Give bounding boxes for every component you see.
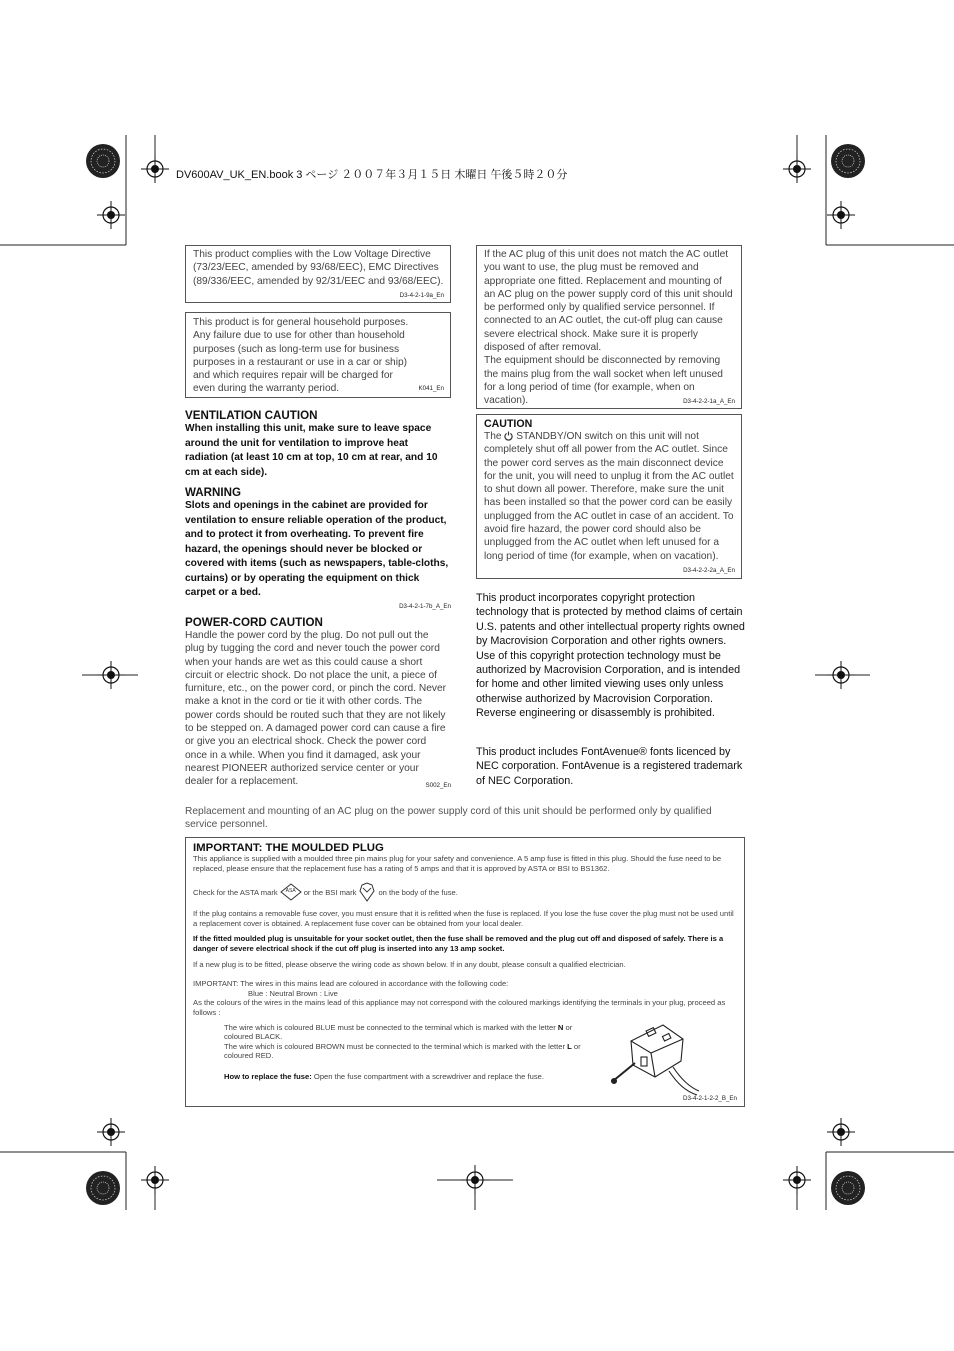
- crosshair-icon: [463, 1168, 493, 1198]
- ac-plug-box: [476, 245, 742, 409]
- warning-text: Slots and openings in the cabinet are provided for ventilation to ensure reliable operation of the product, and to protect it from overheating. To prevent fire hazard, the openings should never be blocked or covered with items (such as newspapers, table-cloths, curtains) or by operating the equipment on thick carpet or a bed.: [185, 500, 449, 598]
- new-plug-text: If a new plug is to be fitted, please observe the wiring code as shown below. If in any doubt, please consult a qualified electrician.: [193, 959, 626, 969]
- crosshair-icon: [829, 203, 859, 233]
- crosshair-icon: [829, 1120, 859, 1150]
- crosshair-icon: [143, 157, 173, 187]
- warning-heading: WARNING: [185, 486, 242, 499]
- live-letter: L: [567, 1041, 572, 1051]
- check-body-text: on the body of the fuse.: [378, 887, 458, 897]
- macrovision-notice: This product incorporates copyright protection technology that is protected by method claims of certain U.S. patents and other intellectual property rights owned by Macrovision Corporation and other rights owners. Use of this copyright protection technology must be authorized by Macrovision Corporation, and is intended for home and other limited viewing uses only unless otherwise authorized by Macrovision Corporation. Reverse engineering or disassembly is prohibited.: [476, 592, 745, 720]
- fontavenue-notice: This product includes FontAvenue® fonts licenced by NEC corporation. FontAvenue is a registered trademark of NEC Corporation.: [476, 746, 743, 787]
- reference-code: D3-4-2-1-2-2_B_En: [683, 1095, 737, 1102]
- fuse-mark-line: [193, 881, 739, 903]
- moulded-plug-heading: IMPORTANT: THE MOULDED PLUG: [193, 842, 384, 854]
- ventilation-text: When installing this unit, make sure to leave space around the unit for ventilation to improve heat radiation (at least 10 cm at top, 10 cm at rear, and 10 cm at each side).: [185, 423, 438, 478]
- replace-fuse-label: How to replace the fuse:: [224, 1071, 312, 1081]
- power-cord-section: [185, 616, 451, 789]
- power-standby-icon: [504, 431, 513, 440]
- file-slug-line: DV600AV_UK_EN.book 3 ページ ２００７年３月１５日 木曜日 午後５時２０分: [176, 169, 568, 181]
- brown-wire-alt: or coloured RED.: [224, 1041, 581, 1061]
- wire-colour-proceed: As the colours of the wires in the mains lead of this appliance may not correspond with the coloured markings identifying the terminals in your plug, proceed as follows :: [193, 998, 726, 1017]
- low-voltage-text: This product complies with the Low Voltage Directive (73/23/EEC, amended by 93/68/EEC), EMC Directives (89/336/EEC, amended by 92/31/EEC and 93/68/EEC).: [193, 249, 444, 287]
- caution-text: [484, 430, 735, 563]
- starburst-target-icon: [830, 1170, 866, 1206]
- brown-wire-instruction: [224, 1042, 602, 1061]
- power-cord-heading: POWER-CORD CAUTION: [185, 616, 323, 629]
- replace-fuse-instruction: [224, 1072, 602, 1082]
- caution-text-prefix: The: [484, 431, 502, 442]
- reference-code: D3-4-2-1-9a_En: [399, 292, 444, 299]
- crosshair-icon: [143, 1168, 173, 1198]
- starburst-target-icon: [85, 143, 121, 179]
- wiring-instructions: [193, 1023, 602, 1082]
- moulded-plug-intro: This appliance is supplied with a moulded three pin mains plug for your safety and convenience. A 5 amp fuse is fitted in this plug. Should the fuse need to be replaced, please ensure that the replacement fuse has a rating of 5 amps and that it is approved by ASTA or BSI to BS1362.: [193, 854, 722, 873]
- standby-caution-box: [476, 414, 742, 579]
- starburst-target-icon: [85, 1170, 121, 1206]
- blue-wire-text: The wire which is coloured BLUE must be connected to the terminal which is marked with the letter: [224, 1022, 556, 1032]
- crosshair-icon: [99, 1120, 129, 1150]
- crosshair-icon: [99, 203, 129, 233]
- household-purposes-box: [185, 312, 451, 398]
- asta-mark-icon: [280, 883, 302, 901]
- blue-wire-instruction: [224, 1023, 602, 1042]
- bsi-kitemark-icon: [358, 882, 376, 902]
- reference-code: D3-4-2-1-7b_A_En: [399, 602, 451, 610]
- ac-plug-text: If the AC plug of this unit does not match the AC outlet you want to use, the plug must be removed and appropriate one fitted. Replacement and mounting of an AC plug on the power supply cord of this unit should be performed only by qualified service personnel. If connected to an AC outlet, the cut-off plug can cause severe electrical shock. Make sure it is properly disposed of after removal.: [484, 249, 733, 354]
- crosshair-icon: [829, 663, 859, 693]
- wire-colour-intro: IMPORTANT: The wires in this mains lead are coloured in accordance with the following code:: [193, 979, 509, 989]
- plug-fuse-illustration: [611, 1021, 701, 1096]
- caution-heading: CAUTION: [484, 418, 533, 430]
- check-bsi-text: or the BSI mark: [303, 887, 357, 897]
- crosshair-icon: [99, 663, 129, 693]
- reference-code: D3-4-2-2-2a_A_En: [683, 567, 735, 574]
- fuse-cover-text: If the plug contains a removable fuse cover, you must ensure that it is refitted when the fuse is replaced. If you lose the fuse cover the plug must not be used until a replacement cover is obtained. A replacement fuse cover can be obtained from your local dealer.: [193, 909, 734, 928]
- reference-code: K041_En: [418, 385, 444, 392]
- wire-colour-code: Blue : Neutral Brown : Live: [248, 988, 338, 998]
- crosshair-icon: [785, 157, 815, 187]
- moulded-plug-box: [185, 837, 745, 1107]
- crosshair-icon: [785, 1168, 815, 1198]
- blue-wire-alt: or coloured BLACK.: [224, 1022, 573, 1042]
- ventilation-section: [185, 409, 451, 480]
- household-text: This product is for general household purposes. Any failure due to use for other than household purposes (such as long-term use for business purposes in a restaurant or use in a car or ship) and which requires repair will be charged for even during the warranty period.: [193, 317, 409, 395]
- replacement-note: Replacement and mounting of an AC plug on the power supply cord of this unit should be performed only by qualified service personnel.: [185, 806, 712, 830]
- starburst-target-icon: [830, 143, 866, 179]
- asta-mark-letters: ASA: [285, 888, 296, 895]
- reference-code: D3-4-2-2-1a_A_En: [683, 398, 735, 405]
- cut-off-plug-warning: If the fitted moulded plug is unsuitable for your socket outlet, then the fuse shall be removed and the plug cut off and disposed of safely. There is a danger of severe electrical shock if the cut off plug is inserted into any 13 amp socket.: [193, 934, 724, 953]
- warning-section: [185, 486, 451, 610]
- ac-plug-disconnect-text: The equipment should be disconnected by removing the mains plug from the wall socket when left unused for a long period of time (for example, when on vacation).: [484, 355, 723, 407]
- check-asta-text: Check for the ASTA mark: [193, 887, 278, 897]
- power-cord-text: Handle the power cord by the plug. Do not pull out the plug by tugging the cord and never touch the power cord when your hands are wet as this could cause a short circuit or electric shock. Do not place the unit, a piece of furniture, etc., on the power cord, or pinch the cord. Never make a knot in the cord or tie it with other cords. The power cords should be routed such that they are not likely to be stepped on. A damaged power cord can cause a fire or give you an electrical shock. Check the power cord once in a while. When you find it damaged, ask your nearest PIONEER authorized service center or your dealer for a replacement.: [185, 630, 447, 788]
- ventilation-heading: VENTILATION CAUTION: [185, 409, 318, 422]
- low-voltage-directive-box: [185, 245, 451, 303]
- caution-text-body: STANDBY/ON switch on this unit will not completely shut off all power from the AC outlet. Since the power cord serves as the main disconnect device for the unit, you will need to unplug it from the AC outlet to shut down all power. Therefore, make sure the unit has been installed so that the power cord can be easily unplugged from the AC outlet in case of an accident. To avoid fire hazard, the power cord should also be unplugged from the AC outlet when left unused for a long period of time (for example, when on vacation).: [484, 431, 734, 562]
- brown-wire-text: The wire which is coloured BROWN must be connected to the terminal which is marked with the letter: [224, 1041, 566, 1051]
- replace-fuse-text: Open the fuse compartment with a screwdriver and replace the fuse.: [313, 1071, 544, 1081]
- reference-code: S002_En: [425, 781, 451, 789]
- neutral-letter: N: [557, 1022, 564, 1032]
